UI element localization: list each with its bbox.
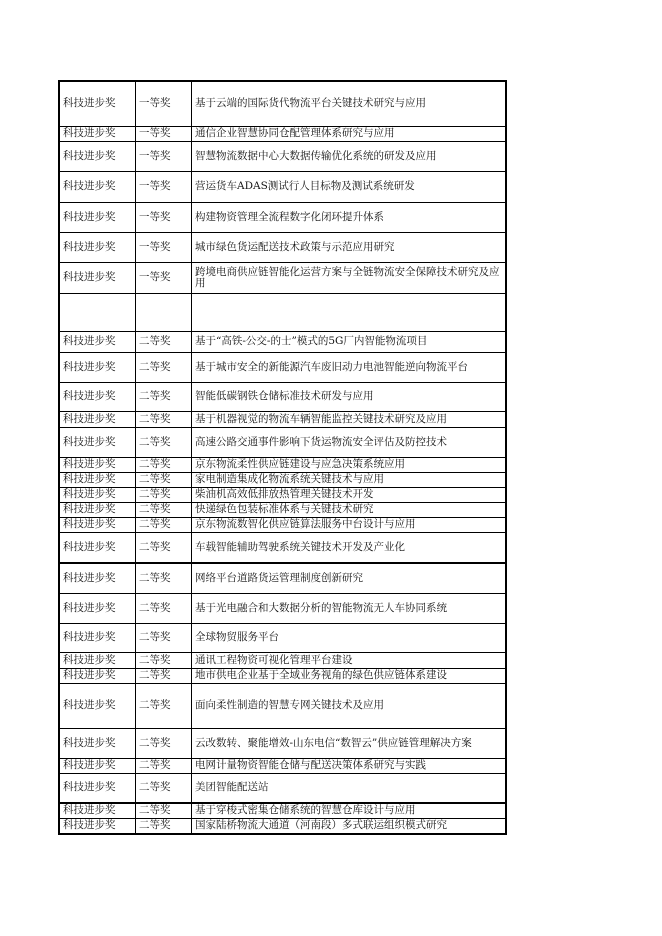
award-category-cell: 科技进步奖: [59, 141, 136, 171]
award-category-cell: 科技进步奖: [59, 623, 136, 652]
award-level-cell: 一等奖: [136, 81, 192, 126]
project-title-cell: 基于光电融合和大数据分析的智能物流无人车协同系统: [192, 593, 507, 623]
award-level-cell: 二等奖: [136, 411, 192, 427]
table-row: [59, 382, 506, 411]
awards-table: [58, 80, 507, 835]
award-level-cell: 二等奖: [136, 487, 192, 502]
table-row: [59, 202, 506, 232]
award-category-cell: 科技进步奖: [59, 262, 136, 293]
table-row: [59, 411, 506, 427]
award-level-cell: 一等奖: [136, 171, 192, 202]
award-level-cell: 二等奖: [136, 652, 192, 668]
award-level-cell: 二等奖: [136, 818, 192, 834]
award-level-cell: 一等奖: [136, 141, 192, 171]
award-category-cell: 科技进步奖: [59, 457, 136, 472]
award-category-cell: 科技进步奖: [59, 472, 136, 487]
project-title-cell: 通讯工程物资可视化管理平台建设: [192, 652, 507, 668]
project-title-cell: 电网计量物资智能仓储与配送决策体系研究与实践: [192, 758, 507, 773]
table-row: [59, 293, 506, 331]
table-row: [59, 457, 506, 472]
project-title-cell: 智慧物流数据中心大数据传输优化系统的研发及应用: [192, 141, 507, 171]
table-row: [59, 683, 506, 728]
award-category-cell: 科技进步奖: [59, 563, 136, 593]
table-row: [59, 668, 506, 683]
project-title-cell: 智能低碳钢铁仓储标准技术研发与应用: [192, 382, 507, 411]
award-category-cell: 科技进步奖: [59, 517, 136, 532]
award-category-cell: 科技进步奖: [59, 331, 136, 352]
award-level-cell: 二等奖: [136, 457, 192, 472]
project-title-cell: 构建物资管理全流程数字化闭环提升体系: [192, 202, 507, 232]
award-level-cell: 二等奖: [136, 427, 192, 457]
project-title-cell: 美团智能配送站: [192, 773, 507, 803]
project-title-cell: 全球物贸服务平台: [192, 623, 507, 652]
award-category-cell: 科技进步奖: [59, 683, 136, 728]
table-row: [59, 81, 506, 126]
award-category-cell: 科技进步奖: [59, 652, 136, 668]
project-title-cell: [192, 293, 507, 331]
project-title-cell: 车载智能辅助驾驶系统关键技术开发及产业化: [192, 532, 507, 563]
award-category-cell: 科技进步奖: [59, 171, 136, 202]
award-category-cell: 科技进步奖: [59, 668, 136, 683]
table-row: [59, 171, 506, 202]
award-level-cell: 二等奖: [136, 593, 192, 623]
award-category-cell: 科技进步奖: [59, 126, 136, 141]
award-category-cell: 科技进步奖: [59, 803, 136, 818]
table-row: [59, 472, 506, 487]
award-level-cell: [136, 293, 192, 331]
award-category-cell: 科技进步奖: [59, 487, 136, 502]
project-title-cell: 快递绿色包装标准体系与关键技术研究: [192, 502, 507, 517]
award-level-cell: 一等奖: [136, 202, 192, 232]
project-title-cell: 云改数转、聚能增效-山东电信“数智云”供应链管理解决方案: [192, 728, 507, 758]
award-category-cell: 科技进步奖: [59, 232, 136, 262]
award-level-cell: 二等奖: [136, 683, 192, 728]
table-row: [59, 427, 506, 457]
project-title-cell: 网络平台道路货运管理制度创新研究: [192, 563, 507, 593]
award-level-cell: 二等奖: [136, 563, 192, 593]
award-category-cell: 科技进步奖: [59, 382, 136, 411]
table-row: [59, 141, 506, 171]
table-row: [59, 487, 506, 502]
award-level-cell: 二等奖: [136, 728, 192, 758]
table-row: [59, 331, 506, 352]
awards-table-body: [59, 81, 506, 834]
project-title-cell: 营运货车ADAS测试行人目标物及测试系统研发: [192, 171, 507, 202]
project-title-cell: 面向柔性制造的智慧专网关键技术及应用: [192, 683, 507, 728]
award-level-cell: 二等奖: [136, 668, 192, 683]
award-level-cell: 二等奖: [136, 352, 192, 382]
award-level-cell: 二等奖: [136, 623, 192, 652]
table-row: [59, 803, 506, 818]
award-level-cell: 二等奖: [136, 472, 192, 487]
project-title-cell: 京东物流柔性供应链建设与应急决策系统应用: [192, 457, 507, 472]
award-level-cell: 二等奖: [136, 803, 192, 818]
award-level-cell: 二等奖: [136, 532, 192, 563]
table-row: [59, 593, 506, 623]
table-row: [59, 517, 506, 532]
table-row: [59, 818, 506, 834]
award-category-cell: 科技进步奖: [59, 728, 136, 758]
project-title-cell: 基于城市安全的新能源汽车废旧动力电池智能逆向物流平台: [192, 352, 507, 382]
award-level-cell: 二等奖: [136, 502, 192, 517]
table-row: [59, 352, 506, 382]
project-title-cell: 国家陆桥物流大通道（河南段）多式联运组织模式研究: [192, 818, 507, 834]
award-category-cell: 科技进步奖: [59, 593, 136, 623]
award-category-cell: 科技进步奖: [59, 202, 136, 232]
award-level-cell: 二等奖: [136, 382, 192, 411]
award-category-cell: 科技进步奖: [59, 352, 136, 382]
award-category-cell: 科技进步奖: [59, 427, 136, 457]
project-title-cell: 家电制造集成化物流系统关键技术与应用: [192, 472, 507, 487]
table-row: [59, 652, 506, 668]
table-row: [59, 623, 506, 652]
project-title-cell: 基于穿梭式密集仓储系统的智慧仓库设计与应用: [192, 803, 507, 818]
project-title-cell: 京东物流数智化供应链算法服务中台设计与应用: [192, 517, 507, 532]
project-title-cell: 通信企业智慧协同仓配管理体系研究与应用: [192, 126, 507, 141]
award-level-cell: 二等奖: [136, 517, 192, 532]
table-row: [59, 532, 506, 563]
award-category-cell: 科技进步奖: [59, 758, 136, 773]
award-level-cell: 一等奖: [136, 126, 192, 141]
award-level-cell: 二等奖: [136, 331, 192, 352]
project-title-cell: 基于机器视觉的物流车辆智能监控关键技术研究及应用: [192, 411, 507, 427]
award-category-cell: 科技进步奖: [59, 81, 136, 126]
project-title-cell: 基于“高铁-公交-的士”模式的5G厂内智能物流项目: [192, 331, 507, 352]
award-category-cell: 科技进步奖: [59, 502, 136, 517]
table-row: [59, 728, 506, 758]
award-category-cell: 科技进步奖: [59, 773, 136, 803]
table-row: [59, 758, 506, 773]
award-level-cell: 一等奖: [136, 232, 192, 262]
project-title-cell: 柴油机高效低排放热管理关键技术开发: [192, 487, 507, 502]
award-category-cell: 科技进步奖: [59, 818, 136, 834]
project-title-cell: 高速公路交通事件影响下货运物流安全评估及防控技术: [192, 427, 507, 457]
award-level-cell: 二等奖: [136, 773, 192, 803]
table-row: [59, 232, 506, 262]
award-category-cell: 科技进步奖: [59, 411, 136, 427]
project-title-cell: 地市供电企业基于全域业务视角的绿色供应链体系建设: [192, 668, 507, 683]
award-category-cell: 科技进步奖: [59, 532, 136, 563]
table-row: [59, 262, 506, 293]
table-row: [59, 126, 506, 141]
table-row: [59, 773, 506, 803]
award-level-cell: 一等奖: [136, 262, 192, 293]
award-category-cell: [59, 293, 136, 331]
project-title-cell: 跨境电商供应链智能化运营方案与全链物流安全保障技术研究及应用: [192, 262, 507, 293]
project-title-cell: 基于云端的国际货代物流平台关键技术研究与应用: [192, 81, 507, 126]
table-row: [59, 563, 506, 593]
table-row: [59, 502, 506, 517]
project-title-cell: 城市绿色货运配送技术政策与示范应用研究: [192, 232, 507, 262]
award-level-cell: 二等奖: [136, 758, 192, 773]
